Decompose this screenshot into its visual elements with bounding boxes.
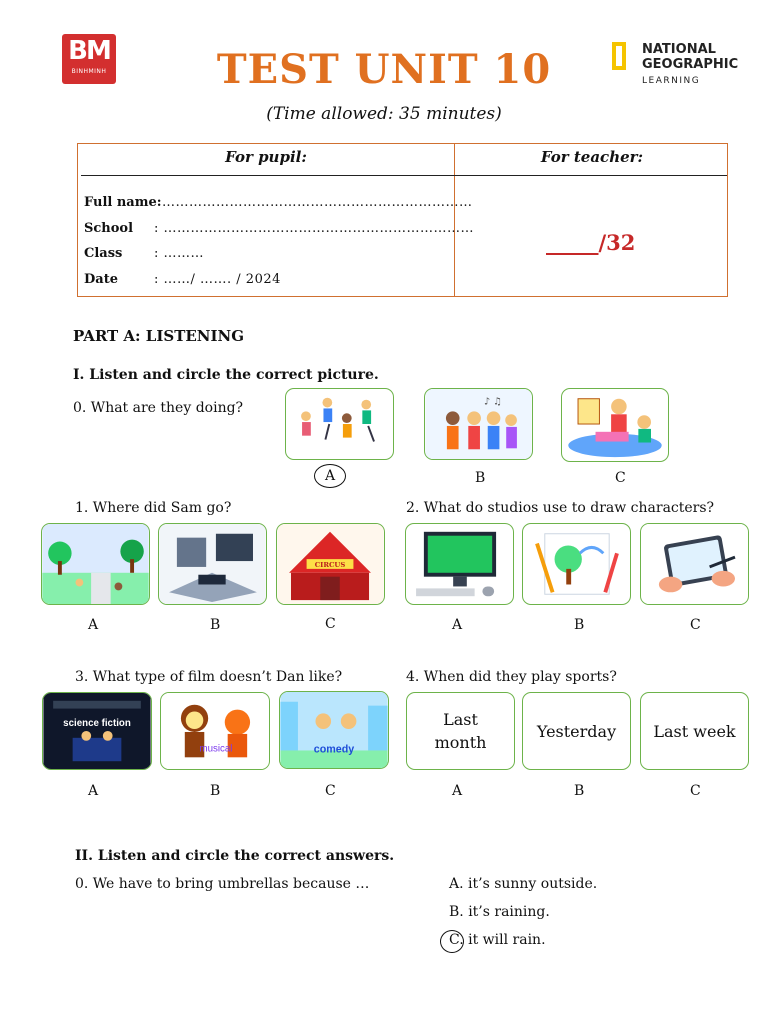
- option-1-c[interactable]: C: [325, 616, 336, 632]
- answer-circle: [440, 930, 464, 953]
- option-3-b[interactable]: B: [210, 783, 221, 799]
- teacher-header: For teacher:: [540, 148, 644, 166]
- ng-line1: NATIONAL: [642, 42, 716, 57]
- picture-park[interactable]: [41, 523, 150, 605]
- answer-b[interactable]: B. it’s raining.: [449, 904, 550, 920]
- picture-drawing-paper[interactable]: [522, 523, 631, 605]
- option-2-c[interactable]: C: [690, 617, 701, 633]
- option-2-b[interactable]: B: [574, 617, 585, 633]
- question-0: 0. What are they doing?: [73, 400, 244, 416]
- section2-question-0: 0. We have to bring umbrellas because …: [75, 876, 370, 892]
- ng-line2: GEOGRAPHIC: [642, 57, 739, 72]
- comedy-label: comedy: [313, 743, 355, 756]
- box-text: Yesterday: [536, 721, 617, 741]
- option-4-a[interactable]: A: [452, 783, 463, 799]
- ng-line3: LEARNING: [642, 76, 701, 86]
- option-3-a[interactable]: A: [88, 783, 99, 799]
- part-a-title: PART A: LISTENING: [73, 327, 245, 345]
- class-field[interactable]: : ………: [154, 246, 205, 261]
- option-3-c[interactable]: C: [325, 783, 336, 799]
- answer-c[interactable]: C. it will rain.: [449, 932, 546, 948]
- box-text: Last week: [653, 721, 736, 741]
- fullname-label: Full name:: [84, 195, 162, 210]
- info-table: [77, 143, 728, 297]
- question-4: 4. When did they play sports?: [406, 669, 617, 685]
- picture-science-fiction[interactable]: [42, 692, 152, 770]
- svg-text:♪ ♫: ♪ ♫: [483, 396, 502, 408]
- box-yesterday[interactable]: [522, 692, 631, 770]
- date-label: Date: [84, 272, 118, 287]
- question-1: 1. Where did Sam go?: [75, 500, 232, 516]
- picture-musical[interactable]: [160, 692, 270, 770]
- option-0-c[interactable]: C: [615, 470, 626, 486]
- option-2-a[interactable]: A: [452, 617, 463, 633]
- picture-painting[interactable]: [561, 388, 669, 462]
- option-1-b[interactable]: B: [210, 617, 221, 633]
- scifi-label: science fiction: [63, 718, 131, 730]
- picture-singing[interactable]: [424, 388, 533, 460]
- picture-computer[interactable]: [405, 523, 514, 605]
- class-label: Class: [84, 246, 123, 261]
- time-allowed: (Time allowed: 35 minutes): [266, 104, 502, 124]
- yellow-frame-icon: [612, 42, 626, 70]
- logo-text: BM: [68, 36, 110, 66]
- table-divider: [454, 144, 455, 296]
- option-1-a[interactable]: A: [88, 617, 99, 633]
- date-field[interactable]: : ……/ ……. / 2024: [154, 272, 281, 287]
- section1-instruction: I. Listen and circle the correct picture.: [73, 367, 379, 383]
- logo-subtext: BINHMINH: [71, 68, 107, 75]
- circus-sign: CIRCUS: [314, 560, 346, 569]
- section2-instruction: II. Listen and circle the correct answers.: [75, 848, 395, 864]
- school-label: School: [84, 221, 134, 236]
- fullname-field[interactable]: ……………………………………………………………: [162, 195, 473, 210]
- picture-dancing[interactable]: [285, 388, 394, 460]
- answer-a[interactable]: A. it’s sunny outside.: [449, 876, 598, 892]
- picture-comedy[interactable]: [279, 691, 389, 769]
- option-4-b[interactable]: B: [574, 783, 585, 799]
- option-0-b[interactable]: B: [475, 470, 486, 486]
- option-4-c[interactable]: C: [690, 783, 701, 799]
- score-blank: _____/32: [546, 230, 636, 255]
- musical-label: musical: [199, 743, 233, 755]
- box-last-week[interactable]: [640, 692, 749, 770]
- picture-circus[interactable]: [276, 523, 385, 605]
- pupil-header: For pupil:: [225, 148, 307, 166]
- box-last-month[interactable]: [406, 692, 515, 770]
- header-line: [81, 175, 727, 176]
- question-2: 2. What do studios use to draw characters?: [406, 500, 715, 516]
- picture-tablet[interactable]: [640, 523, 749, 605]
- picture-studio[interactable]: [158, 523, 267, 605]
- answer-circle: [314, 464, 346, 488]
- box-text: Last month: [434, 710, 487, 752]
- question-3: 3. What type of film doesn’t Dan like?: [75, 669, 343, 685]
- school-field[interactable]: : ……………………………………………………………: [154, 221, 475, 236]
- page-title: TEST UNIT 10: [216, 46, 552, 93]
- option-0-a[interactable]: A: [325, 468, 336, 484]
